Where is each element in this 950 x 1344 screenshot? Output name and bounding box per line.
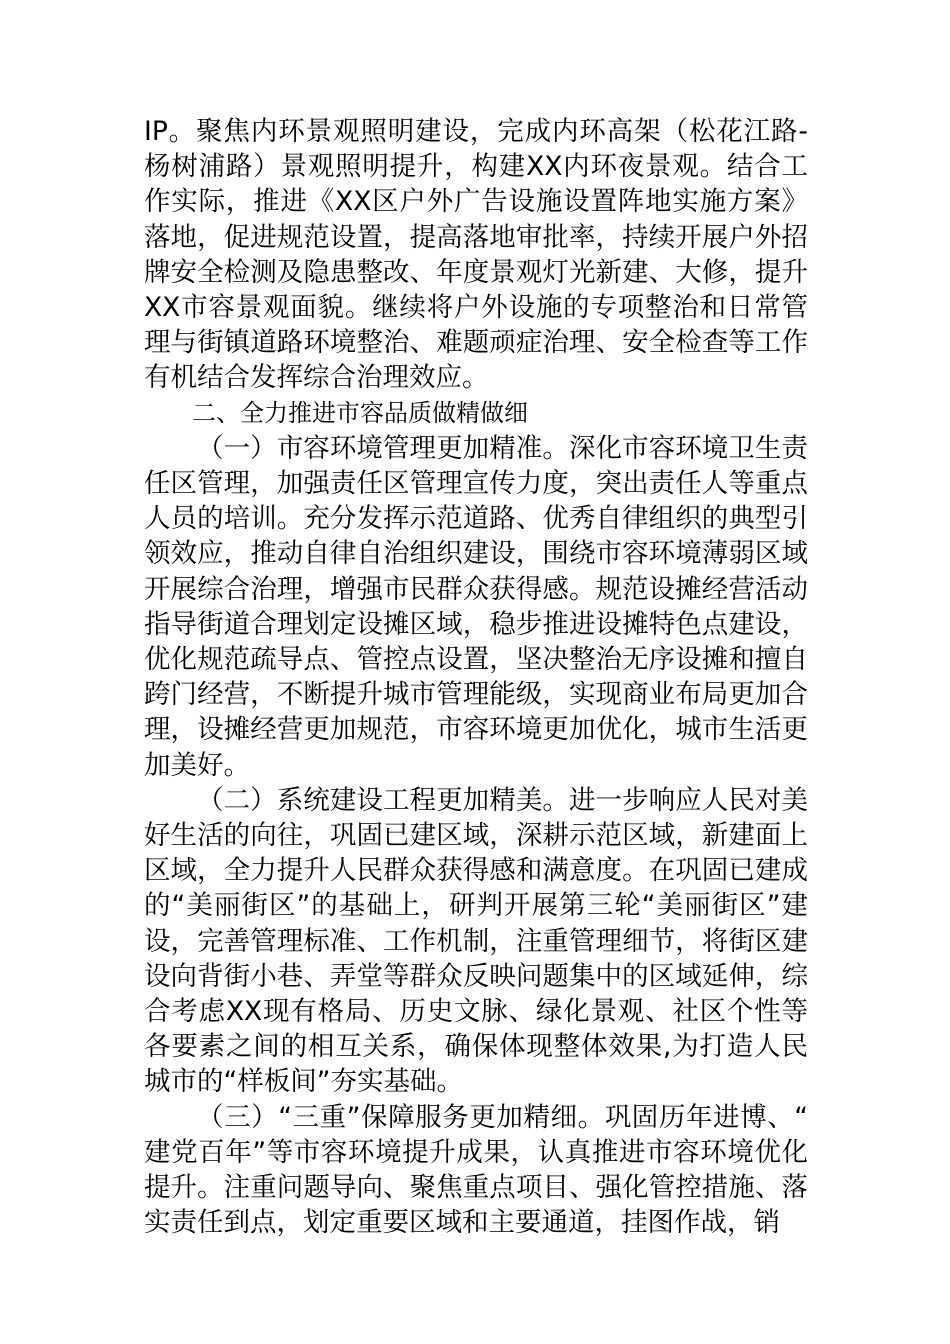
paragraph-city-environment: （一）市容环境管理更加精准。深化市容环境卫生责任区管理，加强责任区管理宣传力度，突出责任人等重点人员的培训。充分发挥示范道路、优秀自律组织的典型引领效应，推动自律自治组织建设，围绕市容环境薄弱区域开展综合治理，增强市民群众获得感。规范设摊经营活动指导街道合理划定设摊区域，稳步推进设摊特色点建设，优化规范疏导点、管控点设置，坚决整治无序设摊和擅自跨门经营，不断提升城市管理能级，实现商业布局更加合理，设摊经营更加规范，市容环境更加优化，城市生活更加美好。 bbox=[144, 432, 808, 781]
section-heading-2: 二、全力推进市容品质做精做细 bbox=[192, 398, 528, 427]
paragraph-three-guarantees: （三）“三重”保障服务更加精细。巩固历年进博、“建党百年”等市容环境提升成果，认真推进市容环境优化提升。注重问题导向、聚焦重点项目、强化管控措施、落实责任到点，划定重要区域和主要通道，挂图作战，销 bbox=[144, 1101, 808, 1239]
paragraph-outdoor-facilities: IP。聚焦内环景观照明建设，完成内环高架（松花江路-杨树浦路）景观照明提升，构建XX内环夜景观。结合工作实际，推进《XX区户外广告设施设置阵地实施方案》落地，促进规范设置，提高落地审批率，持续开展户外招牌安全检测及隐患整改、年度景观灯光新建、大修，提升XX市容景观面貌。继续将户外设施的专项整治和日常管理与街镇道路环境整治、难题顽症治理、安全检查等工作有机结合发挥综合治理效应。 bbox=[144, 116, 808, 394]
paragraph-system-construction: （二）系统建设工程更加精美。进一步响应人民对美好生活的向往，巩固已建区域，深耕示范区域，新建面上区域，全力提升人民群众获得感和满意度。在巩固已建成的“美丽街区”的基础上，研判开展第三轮“美丽街区”建设，完善管理标准、工作机制，注重管理细节，将街区建设向背街小巷、弄堂等群众反映问题集中的区域延伸，综合考虑XX现有格局、历史文脉、绿化景观、社区个性等各要素之间的相互关系，确保体现整体效果,为打造人民城市的“样板间”夯实基础。 bbox=[144, 784, 808, 1098]
document-body bbox=[144, 114, 808, 1241]
